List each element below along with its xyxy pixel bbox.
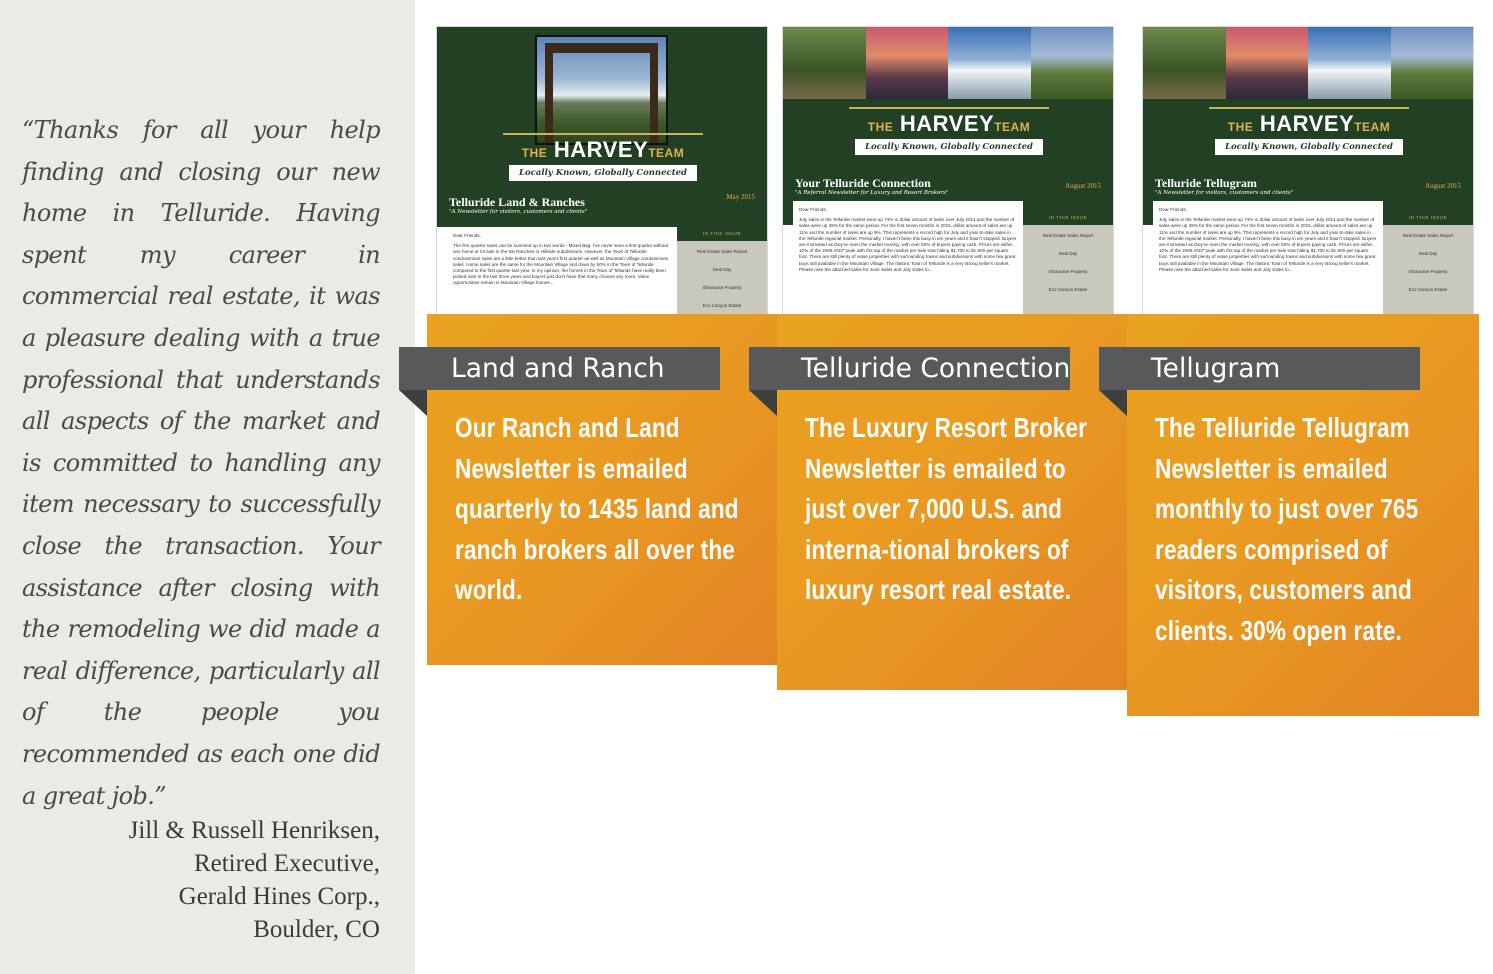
newsletter-sidebar: IN THIS ISSUE Real Estate Sales Report Deal Day Showcase Property Eco Canyon Estate (677, 241, 767, 351)
attribution-title: Retired Executive, (193, 850, 380, 877)
logo-tagline: Locally Known, Globally Connected (1215, 139, 1403, 155)
newsletter-date: May 2015 (726, 193, 755, 201)
card-description-telluride-connection: The Luxury Resort Broker Newsletter is emailed to just over 7,000 U.S. and interna-tional brokers of luxury resort real estate. (805, 412, 1088, 605)
testimonial-panel (0, 0, 415, 974)
attribution-location: Boulder, CO (253, 916, 380, 943)
newsletter-date: August 2015 (1425, 182, 1461, 190)
card-label-telluride-connection: Telluride Connection (749, 347, 1070, 390)
testimonial-attribution (20, 814, 380, 946)
attribution-name: Jill & Russell Henriksen, (128, 817, 380, 844)
newsletter-title: Your Telluride Connection (795, 176, 931, 190)
label-fold (399, 390, 427, 416)
card-label-land-ranch: Land and Ranch (399, 347, 720, 390)
newsletter-body: Dear Friends, July sales in the Telluride market were up 74% in dollar amount of sales over July 2014 and the number of sales were up 29% for the same period. For the first seven months in 2015, dollar amount of sales are up 11% and the number of sales are up 9%. This represents a record high for July and year-to-date sales in the Telluride regional market. Personally, I haven't been this busy in ten years and it hasn't stopped. Buyers are motivated as they've seen the market moving, with over 50% of buyers paying cash. Prices are within 10% of the 2006-2007 peak with the top of the market pre-sale now hitting $1,700 to $1,800 per square foot. There are still plenty of value properties with surrounding towns and subdivisions with some few great buys still available in the Mountain Village. The historic Town of Telluride is a very strong seller's market. Please note the attached sales for June Sales and July Sales to... (1153, 201, 1383, 331)
newsletter-preview-telluride-connection[interactable] (783, 27, 1113, 322)
newsletter-subtitle: "A Newsletter for visitors, customers and clients" (1155, 190, 1294, 196)
newsletter-title: Telluride Land & Ranches (449, 195, 585, 209)
logo-tagline: Locally Known, Globally Connected (509, 165, 697, 181)
newsletter-sidebar: IN THIS ISSUE Real Estate Sales Report Deal Day Showcase Property Eco Canyon Estate (1023, 225, 1113, 335)
newsletter-preview-tellugram[interactable] (1143, 27, 1473, 322)
testimonial-quote: “Thanks for all your help finding and closing our new home in Telluride. Having spent my career in commercial real estate, it was a pleasure dealing with a true professional that understands all aspects of the market and is committed to handling any item necessary to successfully close the transaction. Your assistance after closing with the remodeling we did made a real difference, particularly all of the people you recommended as each one did a great job.” (22, 116, 380, 810)
newsletter-body: Dear Friends, July sales in the Telluride market were up 74% in dollar amount of sales over July 2014 and the number of sales were up 29% for the same period. For the first seven months in 2015, dollar amount of sales are up 11% and the number of sales are up 9%. This represents a record high for July and year-to-date sales in the Telluride regional market. Personally, I haven't been this busy in ten years and it hasn't stopped. Buyers are motivated as they've seen the market moving, with over 50% of buyers paying cash. Prices are within 10% of the 2006-2007 peak with the top of the market pre-sale now hitting $1,700 to $1,800 per square foot. There are still plenty of value properties with surrounding towns and subdivisions with some few great buys still available in the Mountain Village. The historic Town of Telluride is a very strong seller's market. Please note the attached sales for June Sales and July Sales to... (793, 201, 1023, 331)
harvey-team-logo: THE HARVEYTEAM Locally Known, Globally Connected (849, 107, 1049, 163)
card-description-land-ranch: Our Ranch and Land Newsletter is emailed quarterly to 1435 land and ranch brokers all over the world. (455, 412, 739, 605)
harvey-team-logo: THE HARVEYTEAM Locally Known, Globally Connected (503, 133, 703, 189)
newsletter-subtitle: "A Newsletter for visitors, customers and clients" (449, 209, 588, 215)
card-label-tellugram: Tellugram (1099, 347, 1420, 390)
ranch-gate-photo (535, 35, 668, 145)
attribution-company: Gerald Hines Corp., (178, 883, 380, 910)
newsletter-body: Dear Friends, The first quarter sales can be summed up in two words - Mixed Bag. I've never seen a first quarter without one home or lot sale in the Ski Ranches or Hillside subdivisions. However, the Town of Telluride condominium sales are a little better than last year's first quarter as well as Mountain Village condominium sales. Home sales are the same for the Mountain Village and down by 50% in the Town of Telluride compared to the first quarter last year. In my opinion, the homes in the Town of Telluride have really been picked over in the last three years and buyers just don't have that many choices any more. Value opportunities remain in Mountain Village homes... (447, 227, 677, 357)
harvey-team-logo: THE HARVEYTEAM Locally Known, Globally Connected (1209, 107, 1409, 163)
logo-tagline: Locally Known, Globally Connected (855, 139, 1043, 155)
newsletter-date: August 2015 (1065, 182, 1101, 190)
newsletter-preview-land-ranch[interactable] (437, 27, 767, 322)
card-description-tellugram: The Telluride Tellugram Newsletter is emailed monthly to just over 765 readers comprised of visitors, customers and clients. 30% open rate. (1155, 412, 1419, 646)
newsletter-subtitle: "A Referral Newsletter for Luxury and Resort Brokers" (795, 190, 949, 196)
photo-strip (1143, 27, 1473, 99)
newsletter-sidebar: IN THIS ISSUE Real Estate Sales Report Deal Day Showcase Property Eco Canyon Estate (1383, 225, 1473, 335)
photo-strip (783, 27, 1113, 99)
newsletter-title: Telluride Tellugram (1155, 176, 1257, 190)
